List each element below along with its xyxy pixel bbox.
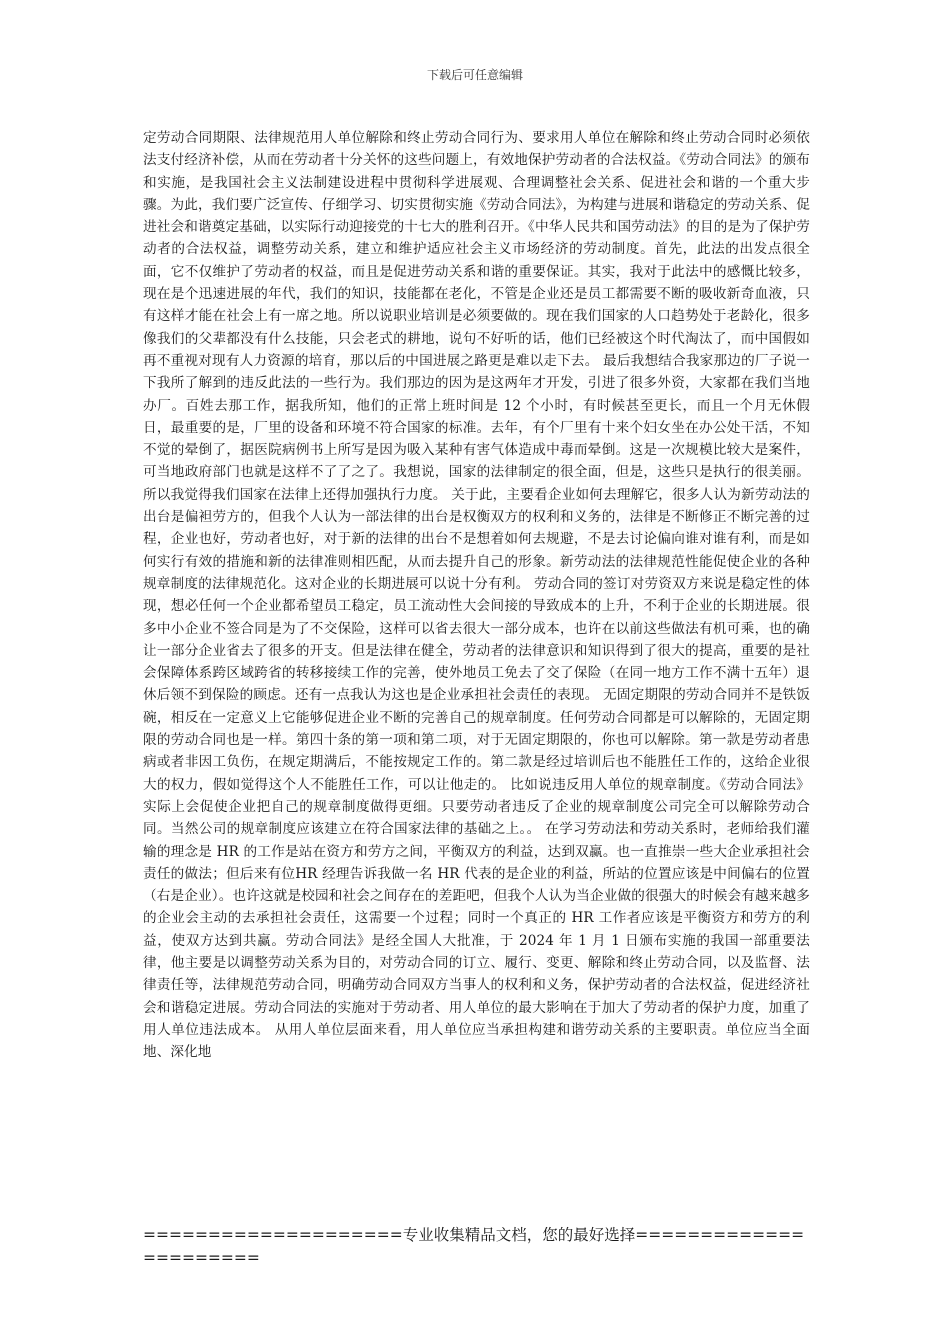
page-header: 下载后可任意编辑: [426, 68, 523, 82]
page-footer: ====================专业收集精品文档，您的最好选择======================: [143, 1226, 805, 1267]
document-body: [143, 127, 810, 1063]
body-paragraph: 定劳动合同期限、法律规范用人单位解除和终止劳动合同行为、要求用人单位在解除和终止劳动合同时必须依法支付经济补偿，从而在劳动者十分关怀的这些问题上，有效地保护劳动者的合法权益。《劳动合同法》的颁布和实施，是我国社会主义法制建设进程中贯彻科学进展观、合理调整社会关系、促进社会和谐的一个重大步骤。为此，我们要广泛宣传、仔细学习、切实贯彻实施《劳动合同法》，为构建与进展和谐稳定的劳动关系、促进社会和谐奠定基础，以实际行动迎接党的十七大的胜利召开。《中华人民共和国劳动法》的目的是为了保护劳动者的合法权益，调整劳动关系，建立和维护适应社会主义市场经济的劳动制度。首先，此法的出发点很全面，它不仅维护了劳动者的权益，而且是促进劳动关系和谐的重要保证。其实，我对于此法中的感慨比较多，现在是个迅速进展的年代，我们的知识，技能都在老化，不管是企业还是员工都需要不断的吸收新奇血液，只有这样才能在社会上有一席之地。所以说职业培训是必须要做的。现在我们国家的人口趋势处于老龄化，很多像我们的父辈都没有什么技能，只会老式的耕地，说句不好听的话，他们已经被这个时代淘汰了，而中国假如再不重视对现有人力资源的培育，那以后的中国进展之路更是难以走下去。 最后我想结合我家那边的厂子说一下我所了解到的违反此法的一些行为。我们那边的因为是这两年才开发，引进了很多外资，大家都在我们当地办厂。百姓去那工作，据我所知，他们的正常上班时间是 12 个小时，有时候甚至更长，而且一个月无休假日，最重要的是，厂里的设备和环境不符合国家的标准。去年，有个厂里有十来个妇女坐在办公处干活，不知不觉的晕倒了，据医院病例书上所写是因为吸入某种有害气体造成中毒而晕倒。这是一次规模比较大是案件，可当地政府部门也就是这样不了了之了。我想说，国家的法律制定的很全面，但是，这些只是执行的很美丽。所以我觉得我们国家在法律上还得加强执行力度。 关于此，主要看企业如何去理解它，很多人认为新劳动法的出台是偏袒劳方的，但我个人认为一部法律的出台是权衡双方的权利和义务的，法律是不断修正不断完善的过程，企业也好，劳动者也好，对于新的法律的出台不是想着如何去规避，不是去讨论偏向谁对谁有利，而是如何实行有效的措施和新的法律准则相匹配，从而去提升自己的形象。新劳动法的法律规范性能促使企业的各种规章制度的法律规范化。这对企业的长期进展可以说十分有利。 劳动合同的签订对劳资双方来说是稳定性的体现，想必任何一个企业都希望员工稳定，员工流动性大会间接的导致成本的上升，不利于企业的长期进展。很多中小企业不签合同是为了不交保险，这样可以省去很大一部分成本，也许在以前这些做法有机可乘，也的确让一部分企业省去了很多的开支。但是法律在健全，劳动者的法律意识和知识得到了很大的提高，重要的是社会保障体系跨区域跨省的转移接续工作的完善，使外地员工免去了交了保险（在同一地方工作不满十五年）退休后领不到保险的顾虑。还有一点我认为这也是企业承担社会责任的表现。 无固定期限的劳动合同并不是铁饭碗，相反在一定意义上它能够促进企业不断的完善自己的规章制度。任何劳动合同都是可以解除的，无固定期限的劳动合同也是一样。第四十条的第一项和第二项，对于无固定期限的，你也可以解除。第一款是劳动者患病或者非因工负伤，在规定期满后，不能按规定工作的。第二款是经过培训后也不能胜任工作的，这给企业很大的权力，假如觉得这个人不能胜任工作，可以让他走的。 比如说违反用人单位的规章制度。《劳动合同法》实际上会促使企业把自己的规章制度做得更细。只要劳动者违反了企业的规章制度公司完全可以解除劳动合同。当然公司的规章制度应该建立在符合国家法律的基础之上。。 在学习劳动法和劳动关系时，老师给我们灌输的理念是 HR 的工作是站在资方和劳方之间，平衡双方的利益，达到双赢。也一直推崇一些大企业承担社会责任的做法；但后来有位HR 经理告诉我做一名 HR 代表的是企业的利益，所站的位置应该是中间偏右的位置（右是企业）。也许这就是校园和社会之间存在的差距吧，但我个人认为当企业做的很强大的时候会有越来越多的企业会主动的去承担社会责任，这需要一个过程；同时一个真正的 HR 工作者应该是平衡资方和劳方的利益，使双方达到共赢。劳动合同法》是经全国人大批准，于 2024 年 1 月 1 日颁布实施的我国一部重要法律，他主要是以调整劳动关系为目的，对劳动合同的订立、履行、变更、解除和终止劳动合同，以及监督、法律责任等，法律规范劳动合同，明确劳动合同双方当事人的权利和义务，保护劳动者的合法权益，促进经济社会和谐稳定进展。劳动合同法的实施对于劳动者、用人单位的最大影响在于加大了劳动者的保护力度，加重了用人单位违法成本。 从用人单位层面来看，用人单位应当承担构建和谐劳动关系的主要职责。单位应当全面地、深化地: [143, 130, 810, 1061]
